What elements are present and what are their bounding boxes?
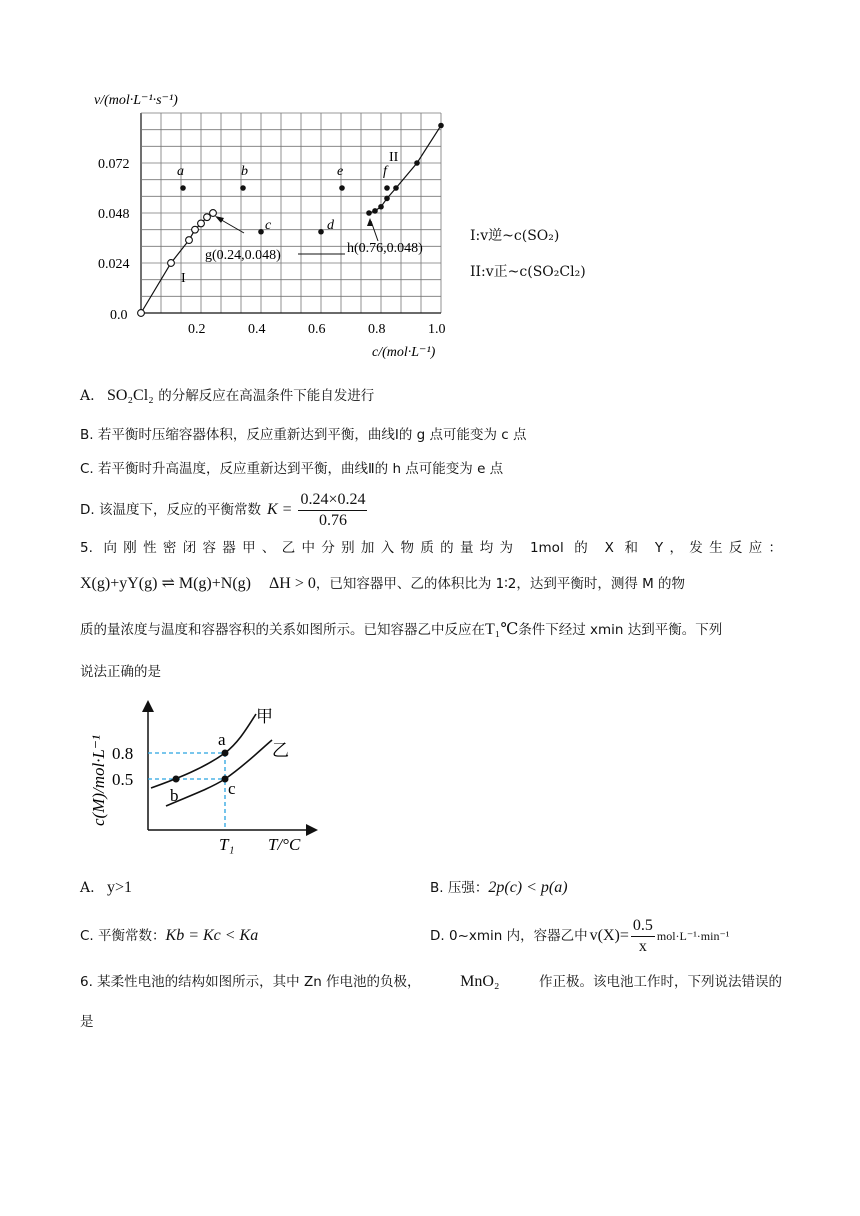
formula-so2cl2: SO₂Cl₂ <box>107 387 154 404</box>
fraction <box>631 916 655 957</box>
curve-I-point <box>138 310 145 317</box>
x-tick-0.2: 0.2 <box>188 322 206 337</box>
point-b <box>173 776 180 783</box>
curve-label-I: I <box>181 271 186 286</box>
curve-label-jia: 甲 <box>256 707 273 726</box>
q5-option-a <box>80 878 132 898</box>
fraction-denominator: 0.76 <box>318 511 347 529</box>
point-label-b: b <box>241 164 248 179</box>
legend-curve-I <box>470 226 559 246</box>
callout-g-label: g(0.24,0.048) <box>205 248 281 263</box>
x-tick-0.8: 0.8 <box>368 322 386 337</box>
option-letter: A. <box>80 880 95 896</box>
fraction-denominator: x <box>638 937 647 955</box>
curve-label-yi: 乙 <box>272 741 289 760</box>
figure-concentration-vs-temperature <box>84 700 324 860</box>
curve-I-point <box>204 214 211 221</box>
point-d <box>318 229 324 235</box>
curve-II-point <box>393 185 399 191</box>
q5-stem-line1: 5. 向刚性密闭容器甲、乙中分别加入物质的量均为 1mol 的 X 和 Y，发生反应： <box>80 540 782 556</box>
callout-g <box>205 216 345 263</box>
point-label-b: b <box>170 786 179 805</box>
rate-expression: v(X)= <box>589 927 629 944</box>
stem-text: ，已知容器甲、乙的体积比为 1∶2，达到平衡时，测得 M 的物 <box>315 576 686 592</box>
curve-II-point <box>414 160 420 166</box>
stem-text-end: 条件下经过 xmin 达到平衡。下列 <box>518 622 723 638</box>
q5-option-d <box>430 914 729 958</box>
point-f <box>384 185 390 191</box>
curve-II-point <box>372 208 378 214</box>
q5-option-b <box>430 878 568 898</box>
q4-option-c: C. 若平衡时升高温度，反应重新达到平衡，曲线Ⅱ的 h 点可能变为 e 点 <box>80 461 504 477</box>
option-text: D. 0~xmin 内，容器乙中 <box>430 928 588 944</box>
point-label-e: e <box>337 164 344 179</box>
fraction <box>298 490 367 531</box>
point-label-d: d <box>327 218 334 233</box>
y-tick-0.0: 0.0 <box>110 308 128 323</box>
legend-curve-II <box>470 262 586 282</box>
cm-temperature-chart <box>84 700 324 860</box>
point-label-a: a <box>177 164 184 179</box>
point-a <box>180 185 186 191</box>
formula-mno2: MnO₂ <box>460 973 500 990</box>
point-label-f: f <box>383 164 387 179</box>
fraction-numerator: 0.24×0.24 <box>298 490 367 511</box>
legend-text-I: I:v逆~c(SO₂) <box>470 228 560 244</box>
curve-II-point <box>438 123 444 129</box>
option-letter: A. <box>80 388 95 404</box>
q5-stem-line3 <box>80 620 722 640</box>
y-tick-0.5: 0.5 <box>112 770 134 789</box>
option-text: C. 平衡常数： <box>80 928 166 944</box>
curve-label-II: II <box>389 150 399 165</box>
curve-I-point <box>186 237 193 244</box>
curve-II-point <box>378 204 384 210</box>
q6-stem-line1 <box>80 972 782 992</box>
callout-h-arrowhead <box>367 218 373 226</box>
x-tick-1.0: 1.0 <box>428 322 446 337</box>
pressure-expression: 2p(c) < p(a) <box>488 879 568 896</box>
point-c <box>258 229 264 235</box>
stem-text-end: 作正极。该电池工作时，下列说法错误的 <box>538 974 782 990</box>
y-axis-label: v/(mol·L⁻¹·s⁻¹) <box>94 93 178 108</box>
chart-grid <box>141 113 441 313</box>
fraction-numerator: 0.5 <box>631 916 655 937</box>
curve-I-point <box>210 210 217 217</box>
option-text: D. 该温度下，反应的平衡常数 <box>80 502 261 518</box>
q4-option-b: B. 若平衡时压缩容器体积，反应重新达到平衡，曲线Ⅰ的 g 点可能变为 c 点 <box>80 427 527 443</box>
reaction-equation: X(g)+yY(g) ⇌ M(g)+N(g) <box>80 575 251 592</box>
q5-stem-line4: 说法正确的是 <box>80 664 161 680</box>
equilibrium-constant-k: K = <box>266 501 293 518</box>
stem-text: 6. 某柔性电池的结构如图所示，其中 Zn 作电池的负极， <box>80 974 421 990</box>
callout-g-arrowhead <box>215 216 224 223</box>
y-axis-label: c(M)/mol·L⁻¹ <box>89 734 108 826</box>
curve-I-point <box>168 260 175 267</box>
point-label-c: c <box>228 779 236 798</box>
curve-I-point <box>192 226 199 233</box>
point-a <box>222 750 229 757</box>
y-tick-0.024: 0.024 <box>98 257 130 272</box>
callout-h <box>347 218 423 256</box>
y-tick-0.048: 0.048 <box>98 207 130 222</box>
x-axis-label: T/°C <box>268 835 301 854</box>
point-e <box>339 185 345 191</box>
curve-I-point <box>198 220 205 227</box>
q5-stem-line2 <box>80 574 685 594</box>
x-tick-0.6: 0.6 <box>308 322 326 337</box>
enthalpy-change: ΔH > 0 <box>268 575 316 592</box>
rate-unit: mol·L⁻¹·min⁻¹ <box>656 929 730 943</box>
y-tick-0.8: 0.8 <box>112 744 134 763</box>
curve-II-point <box>366 210 372 216</box>
curve-II-point <box>384 196 390 202</box>
q5-option-c <box>80 926 258 946</box>
point-label-a: a <box>218 730 226 749</box>
curve-yi <box>166 740 272 806</box>
stem-text: 质的量浓度与温度和容器容积的关系如图所示。已知容器乙中反应在 <box>80 622 485 638</box>
x-tick-0.4: 0.4 <box>248 322 266 337</box>
legend-text-II: II:v正~c(SO₂Cl₂) <box>470 264 586 280</box>
q4-option-a <box>80 386 374 406</box>
q4-option-d <box>80 490 367 530</box>
q6-stem-line2: 是 <box>80 1014 94 1030</box>
temperature-t1: T₁℃ <box>485 621 519 638</box>
x-axis-label: c/(mol·L⁻¹) <box>372 345 436 360</box>
option-text: 的分解反应在高温条件下能自发进行 <box>158 388 375 404</box>
point-b <box>240 185 246 191</box>
point-labels <box>177 164 389 233</box>
point-label-c: c <box>265 218 272 233</box>
curve-II-line <box>369 126 441 214</box>
k-expression: Kb = Kc < Ka <box>165 927 259 944</box>
callout-h-label: h(0.76,0.048) <box>347 241 423 256</box>
y-tick-0.072: 0.072 <box>98 157 130 172</box>
x-tick-t1: T₁ <box>219 835 235 854</box>
option-text: y>1 <box>107 879 133 896</box>
option-text: B. 压强： <box>430 880 489 896</box>
curve-jia <box>151 714 256 788</box>
